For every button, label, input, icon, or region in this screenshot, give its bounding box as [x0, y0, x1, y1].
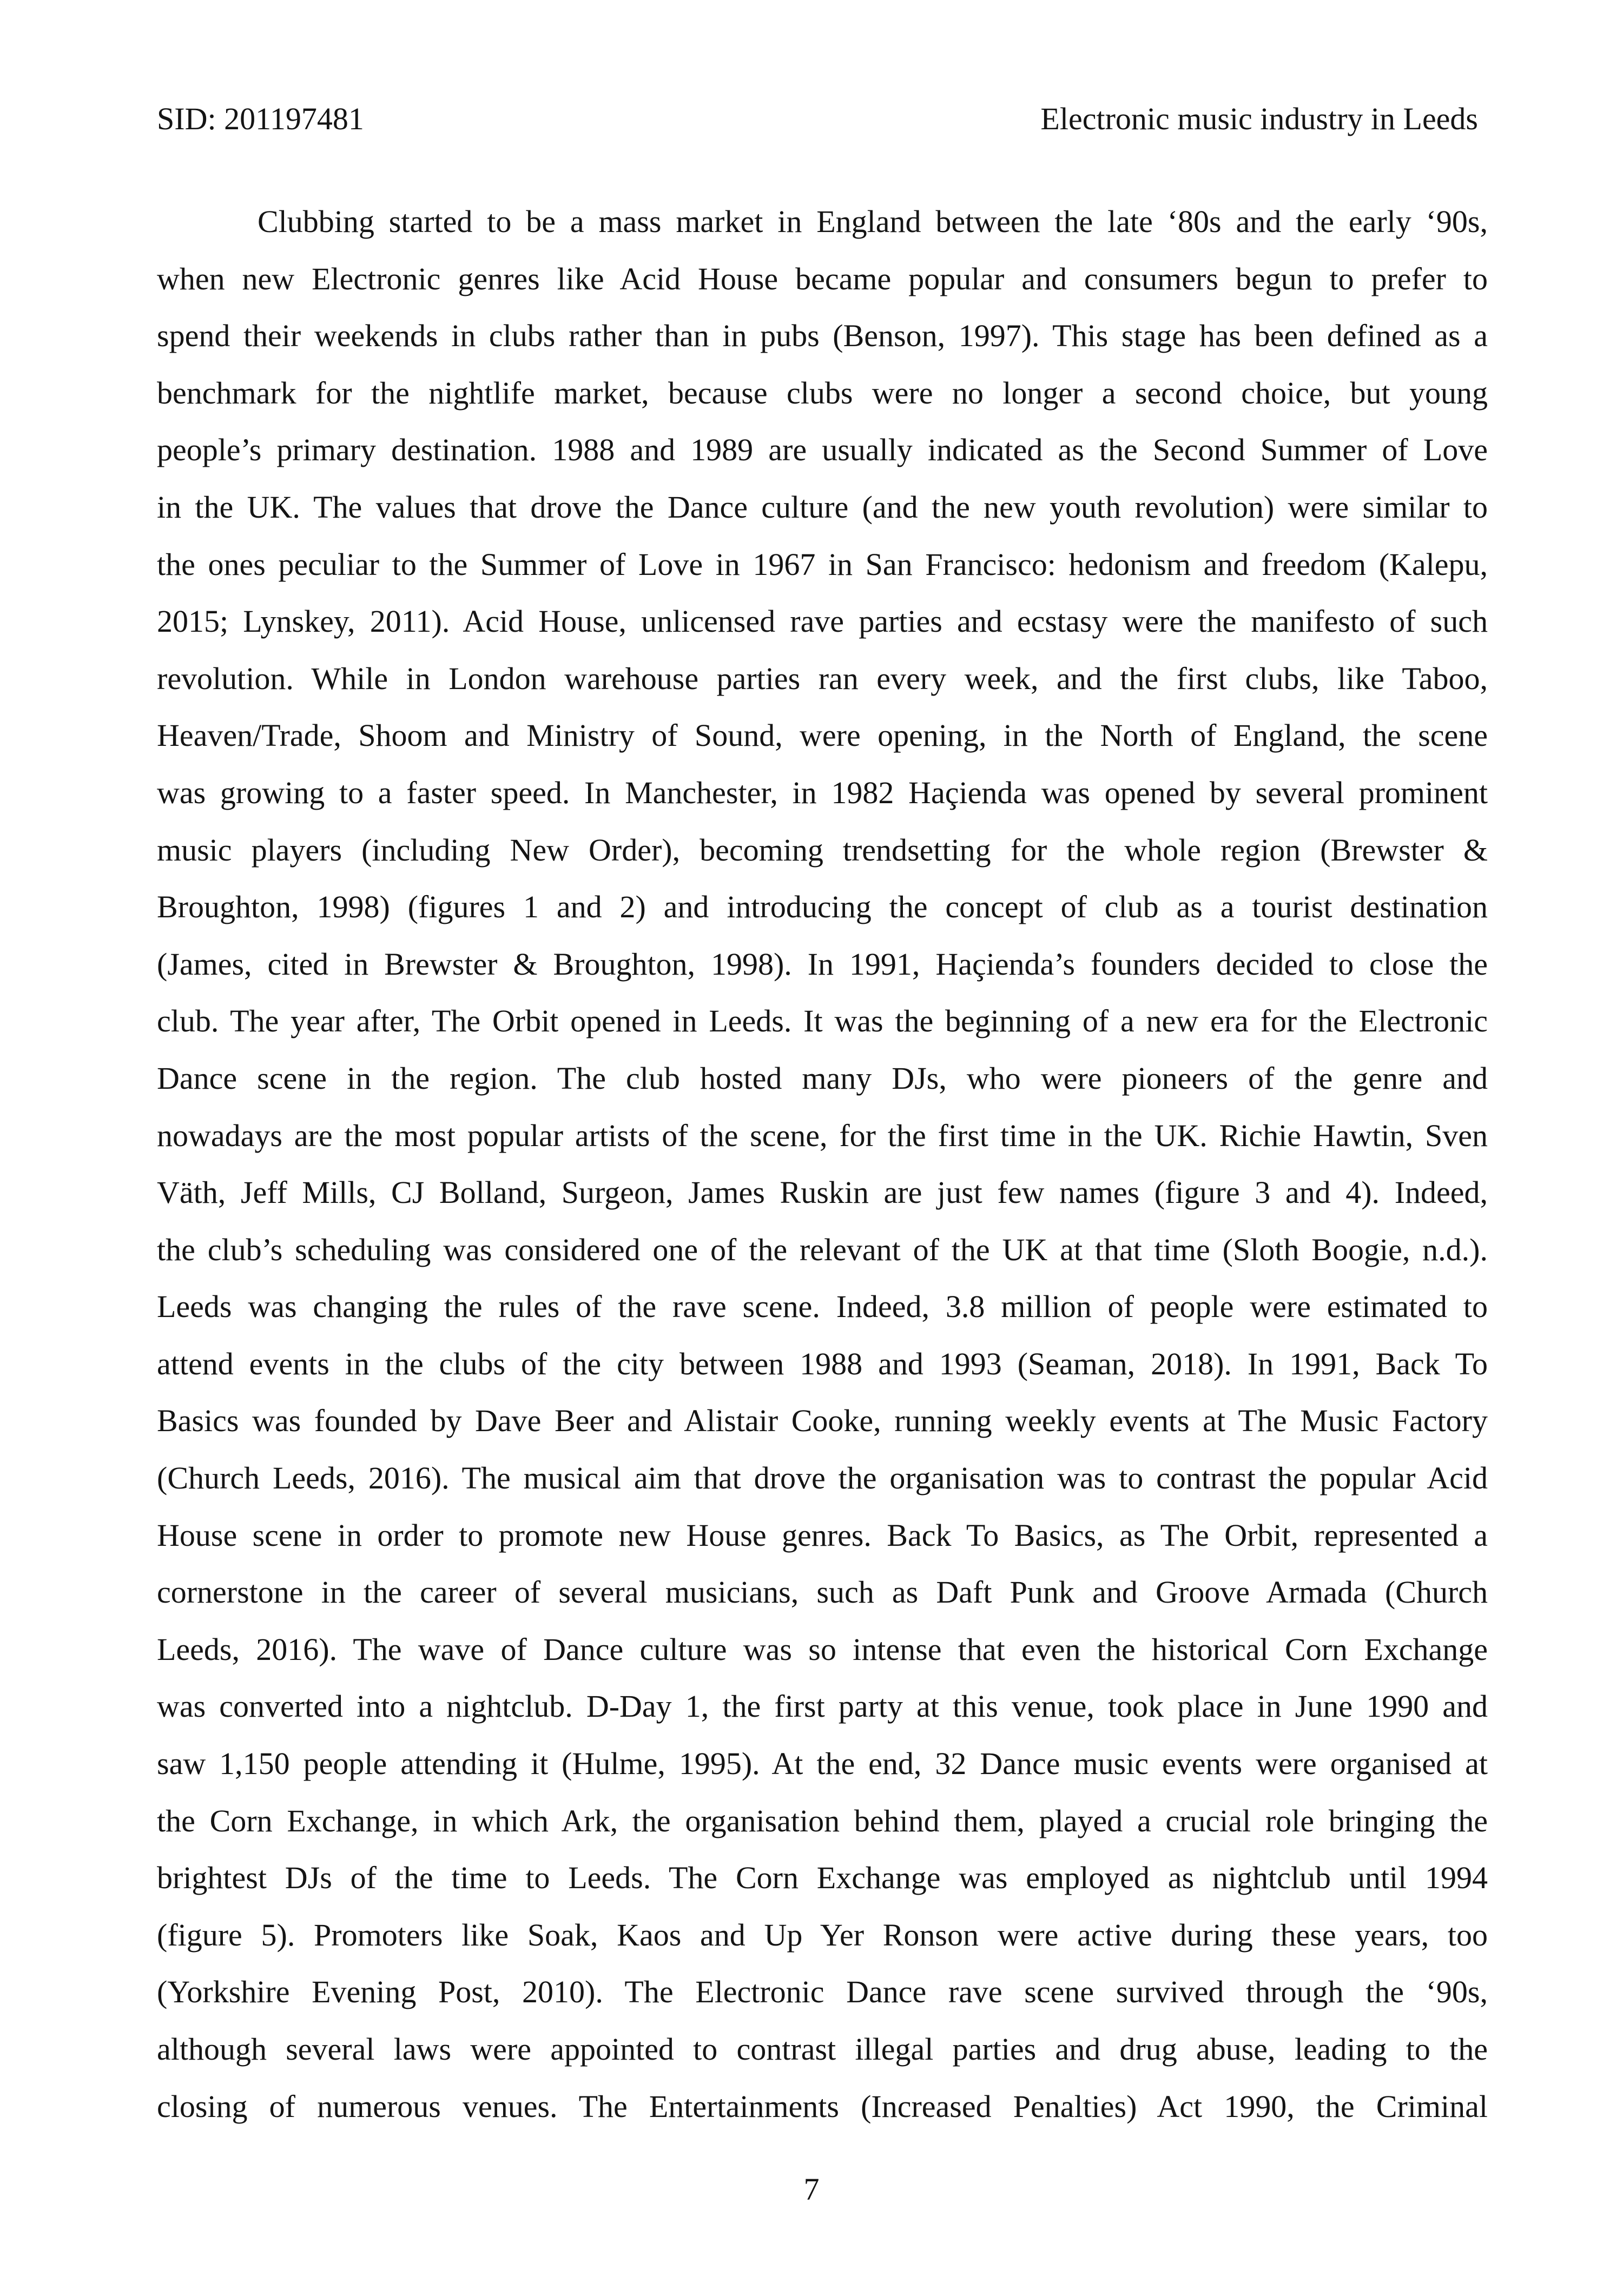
paragraph-line: brightest DJs of the time to Leeds. The Corn Exchange was employed as nightclub until 1994	[157, 1860, 1488, 1896]
paragraph-line: was converted into a nightclub. D-Day 1, the first party at this venue, took place in June 1990 and	[157, 1689, 1488, 1724]
paragraph-line: people’s primary destination. 1988 and 1989 are usually indicated as the Second Summer of Love	[157, 432, 1488, 468]
paragraph-line: (figure 5). Promoters like Soak, Kaos and Up Yer Ronson were active during these years, too	[157, 1917, 1488, 1953]
paragraph-line: (James, cited in Brewster & Broughton, 1998). In 1991, Haçienda’s founders decided to close the	[157, 946, 1488, 982]
paragraph-line: Leeds was changing the rules of the rave scene. Indeed, 3.8 million of people were estimated to	[157, 1289, 1488, 1325]
paragraph-line: saw 1,150 people attending it (Hulme, 1995). At the end, 32 Dance music events were organised at	[157, 1746, 1488, 1782]
paragraph-line: the ones peculiar to the Summer of Love in 1967 in San Francisco: hedonism and freedom (Kalepu,	[157, 546, 1488, 582]
paragraph-line: attend events in the clubs of the city between 1988 and 1993 (Seaman, 2018). In 1991, Back To	[157, 1346, 1488, 1381]
paragraph-line: Broughton, 1998) (figures 1 and 2) and introducing the concept of club as a tourist destination	[157, 889, 1488, 925]
paragraph-line: in the UK. The values that drove the Dance culture (and the new youth revolution) were similar to	[157, 489, 1488, 525]
paragraph-line: although several laws were appointed to contrast illegal parties and drug abuse, leading to the	[157, 2032, 1488, 2067]
paragraph-line: Väth, Jeff Mills, CJ Bolland, Surgeon, James Ruskin are just few names (figure 3 and 4). Indeed,	[157, 1175, 1488, 1210]
paragraph-line: the Corn Exchange, in which Ark, the organisation behind them, played a crucial role bringing the	[157, 1803, 1488, 1838]
header-student-id: SID: 201197481	[157, 101, 364, 136]
paragraph-line: club. The year after, The Orbit opened in Leeds. It was the beginning of a new era for the Electronic	[157, 1003, 1488, 1039]
paragraph-line: the club’s scheduling was considered one of the relevant of the UK at that time (Sloth Boogie, n.d.).	[157, 1232, 1488, 1267]
paragraph-line: 2015; Lynskey, 2011). Acid House, unlicensed rave parties and ecstasy were the manifesto of such	[157, 604, 1488, 639]
paragraph-line: Dance scene in the region. The club hosted many DJs, who were pioneers of the genre and	[157, 1060, 1488, 1096]
paragraph-line: spend their weekends in clubs rather than in pubs (Benson, 1997). This stage has been defined as a	[157, 318, 1488, 354]
paragraph-line: Leeds, 2016). The wave of Dance culture was so intense that even the historical Corn Exchange	[157, 1631, 1488, 1667]
paragraph-line: was growing to a faster speed. In Manchester, in 1982 Haçienda was opened by several prominent	[157, 775, 1488, 810]
paragraph-line: Basics was founded by Dave Beer and Alistair Cooke, running weekly events at The Music Factory	[157, 1403, 1488, 1439]
paragraph-line: music players (including New Order), becoming trendsetting for the whole region (Brewster &	[157, 832, 1488, 868]
paragraph-line: closing of numerous venues. The Entertainments (Increased Penalties) Act 1990, the Criminal	[157, 2088, 1488, 2124]
paragraph-line: when new Electronic genres like Acid House became popular and consumers begun to prefer to	[157, 261, 1488, 296]
body-paragraph	[157, 193, 1488, 2135]
paragraph-line: Clubbing started to be a mass market in England between the late ‘80s and the early ‘90s,	[258, 204, 1488, 239]
paragraph-line: benchmark for the nightlife market, because clubs were no longer a second choice, but young	[157, 375, 1488, 411]
paragraph-line: (Church Leeds, 2016). The musical aim that drove the organisation was to contrast the popular Acid	[157, 1460, 1488, 1496]
paragraph-line: cornerstone in the career of several musicians, such as Daft Punk and Groove Armada (Church	[157, 1574, 1488, 1610]
page-number: 7	[803, 2172, 820, 2207]
paragraph-line: House scene in order to promote new House genres. Back To Basics, as The Orbit, represented a	[157, 1517, 1488, 1553]
header-document-title: Electronic music industry in Leeds	[1040, 101, 1478, 136]
paragraph-line: (Yorkshire Evening Post, 2010). The Electronic Dance rave scene survived through the ‘90s,	[157, 1974, 1488, 2010]
paragraph-line: revolution. While in London warehouse parties ran every week, and the first clubs, like Taboo,	[157, 660, 1488, 696]
paragraph-line: nowadays are the most popular artists of the scene, for the first time in the UK. Richie Hawtin, Sven	[157, 1117, 1488, 1153]
paragraph-line: Heaven/Trade, Shoom and Ministry of Sound, were opening, in the North of England, the scene	[157, 718, 1488, 753]
